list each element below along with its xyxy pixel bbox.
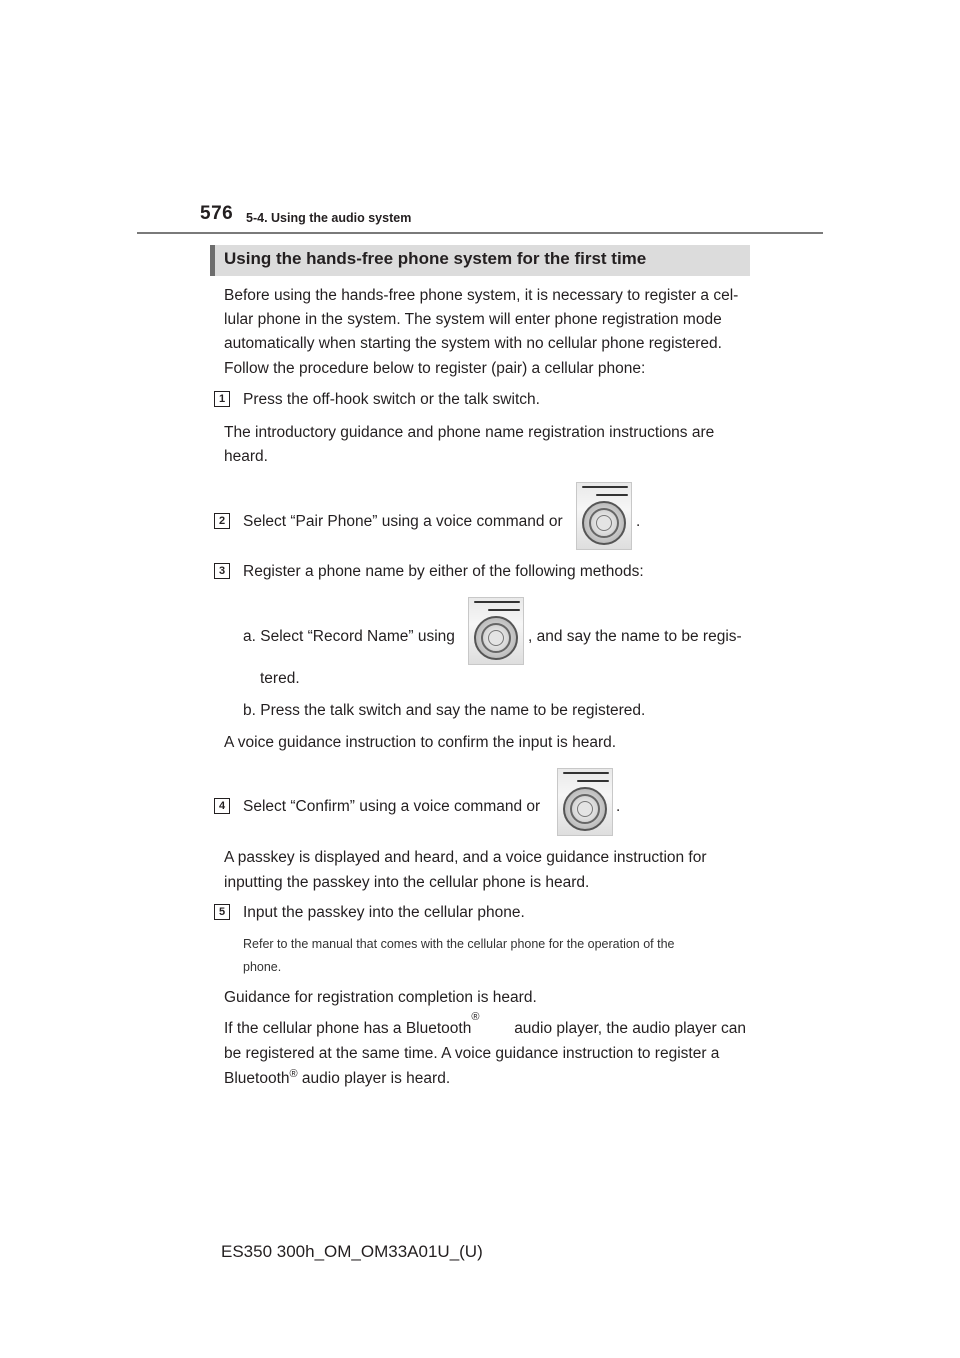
step-5-text: Input the passkey into the cellular phone. bbox=[243, 904, 525, 921]
intro-line-2: lular phone in the system. The system will enter phone registration mode bbox=[224, 311, 722, 328]
footer-document-code: ES350 300h_OM_OM33A01U_(U) bbox=[221, 1242, 483, 1261]
step-5-badge: 5 bbox=[214, 904, 230, 920]
step-4-period: . bbox=[616, 798, 621, 815]
menu-enter-knob-icon bbox=[576, 482, 632, 550]
completion-line-4 bbox=[224, 1067, 450, 1092]
registered-mark: ® bbox=[289, 1067, 298, 1080]
completion-line-4-start: Bluetooth bbox=[224, 1070, 290, 1087]
step-1-badge: 1 bbox=[214, 391, 230, 407]
completion-line-3: be registered at the same time. A voice guidance instruction to register a bbox=[224, 1045, 720, 1062]
section-title: 5-4. Using the audio system bbox=[246, 211, 412, 225]
step-1-note-line-2: heard. bbox=[224, 448, 268, 465]
completion-line-2-end: audio player, the audio player can bbox=[514, 1020, 746, 1037]
step-3-badge: 3 bbox=[214, 563, 230, 579]
completion-line-2 bbox=[224, 1011, 746, 1042]
intro-line-4: Follow the procedure below to register (pair) a cellular phone: bbox=[224, 360, 646, 377]
registered-mark: ® bbox=[471, 1011, 480, 1023]
option-a-continued: tered. bbox=[260, 670, 300, 687]
menu-enter-knob-icon bbox=[557, 768, 613, 836]
step-4-text: Select “Confirm” using a voice command or bbox=[243, 798, 541, 815]
intro-line-1: Before using the hands-free phone system, it is necessary to register a cel- bbox=[224, 287, 739, 304]
option-b: b. Press the talk switch and say the name to be registered. bbox=[243, 702, 646, 719]
step-3-text: Register a phone name by either of the following methods: bbox=[243, 563, 644, 580]
completion-line-1: Guidance for registration completion is heard. bbox=[224, 989, 537, 1006]
completion-line-2-start: If the cellular phone has a Bluetooth bbox=[224, 1020, 472, 1037]
section-heading: Using the hands-free phone system for the first time bbox=[224, 249, 647, 268]
completion-line-4-end: audio player is heard. bbox=[297, 1070, 451, 1087]
page-number: 576 bbox=[200, 203, 234, 224]
step-1-note-line-1: The introductory guidance and phone name registration instructions are bbox=[224, 424, 715, 441]
intro-line-3: automatically when starting the system with no cellular phone registered. bbox=[224, 335, 722, 352]
option-a-prefix: a. Select “Record Name” using bbox=[243, 628, 455, 645]
option-a-suffix: , and say the name to be regis- bbox=[528, 628, 742, 645]
step-1-text: Press the off-hook switch or the talk switch. bbox=[243, 391, 540, 408]
step-3-note: A voice guidance instruction to confirm the input is heard. bbox=[224, 734, 617, 751]
section-heading-bar bbox=[210, 245, 750, 276]
step-2-text: Select “Pair Phone” using a voice command or bbox=[243, 513, 563, 530]
step-4-note-line-1: A passkey is displayed and heard, and a voice guidance instruction for bbox=[224, 849, 707, 866]
step-2-period: . bbox=[636, 513, 641, 530]
menu-enter-knob-icon bbox=[468, 597, 524, 665]
step-4-badge: 4 bbox=[214, 798, 230, 814]
step-5-small-note-line-2: phone. bbox=[243, 960, 282, 974]
header-rule bbox=[137, 232, 823, 234]
step-5-small-note-line-1: Refer to the manual that comes with the cellular phone for the operation of the bbox=[243, 937, 675, 951]
step-4-note-line-2: inputting the passkey into the cellular phone is heard. bbox=[224, 874, 590, 891]
step-2-badge: 2 bbox=[214, 513, 230, 529]
